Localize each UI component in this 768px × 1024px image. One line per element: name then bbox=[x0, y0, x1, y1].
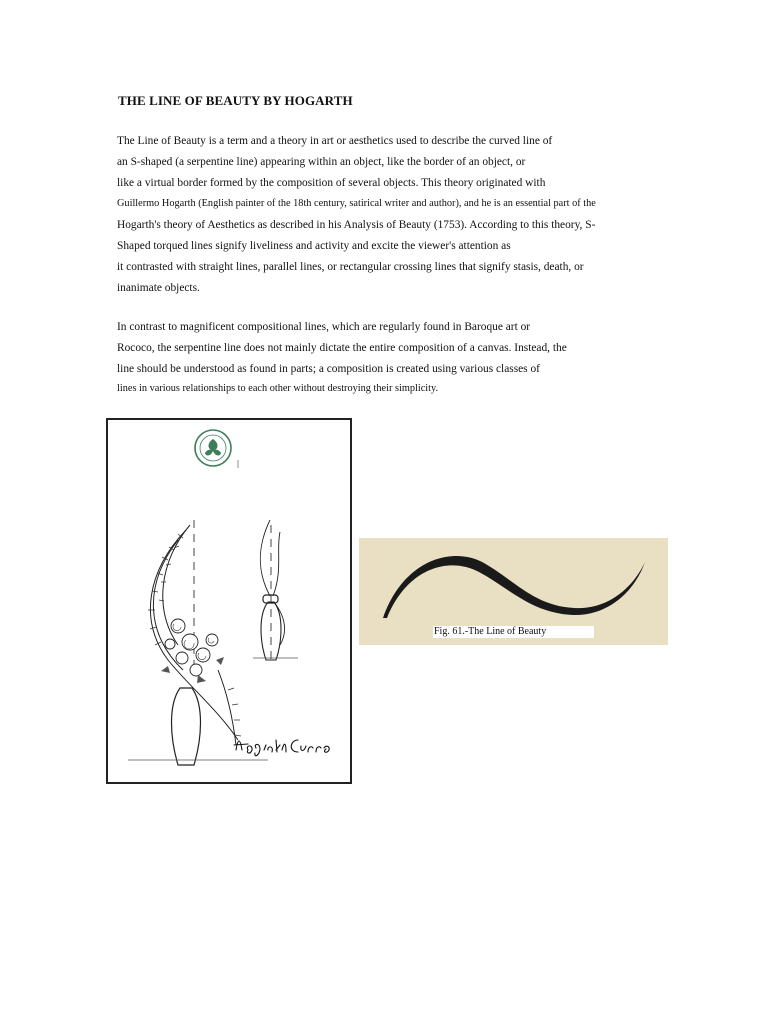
paragraph-line: In contrast to magnificent compositional lines, which are regularly found in Baroque art or bbox=[117, 321, 531, 333]
paragraph-line: Guillermo Hogarth (English painter of the 18th century, satirical writer and author), and he is an essential part of the bbox=[117, 198, 596, 209]
paragraph-line: lines in various relationships to each other without destroying their simplicity. bbox=[117, 383, 439, 394]
hogarth-curve-signature bbox=[234, 740, 329, 756]
paragraph-line: Hogarth's theory of Aesthetics as described in his Analysis of Beauty (1753). According to this theory, S- bbox=[117, 219, 596, 231]
paragraph-line: line should be understood as found in parts; a composition is created using various classes of bbox=[117, 363, 540, 375]
paragraph-line: inanimate objects. bbox=[117, 282, 200, 294]
paragraph-line: The Line of Beauty is a term and a theory in art or aesthetics used to describe the curved line of bbox=[117, 135, 553, 147]
seal-logo-icon bbox=[195, 430, 231, 466]
paragraph-line: it contrasted with straight lines, parallel lines, or rectangular crossing lines that signify stasis, death, or bbox=[117, 261, 584, 273]
paragraph-line: an S-shaped (a serpentine line) appearing within an object, like the border of an object, or bbox=[117, 156, 526, 168]
paragraph-line: Shaped torqued lines signify liveliness and activity and excite the viewer's attention as bbox=[117, 240, 511, 252]
paragraph-line: like a virtual border formed by the composition of several objects. This theory originated with bbox=[117, 177, 546, 189]
document-title: THE LINE OF BEAUTY BY HOGARTH bbox=[118, 93, 353, 108]
line-of-beauty-figure bbox=[359, 538, 668, 645]
sketch-drawing bbox=[108, 420, 350, 782]
figure-caption: Fig. 61.-The Line of Beauty bbox=[433, 626, 594, 638]
hogarth-curve-sketch-figure bbox=[106, 418, 352, 784]
paragraph-line: Rococo, the serpentine line does not mainly dictate the entire composition of a canvas. Instead, the bbox=[117, 342, 567, 354]
